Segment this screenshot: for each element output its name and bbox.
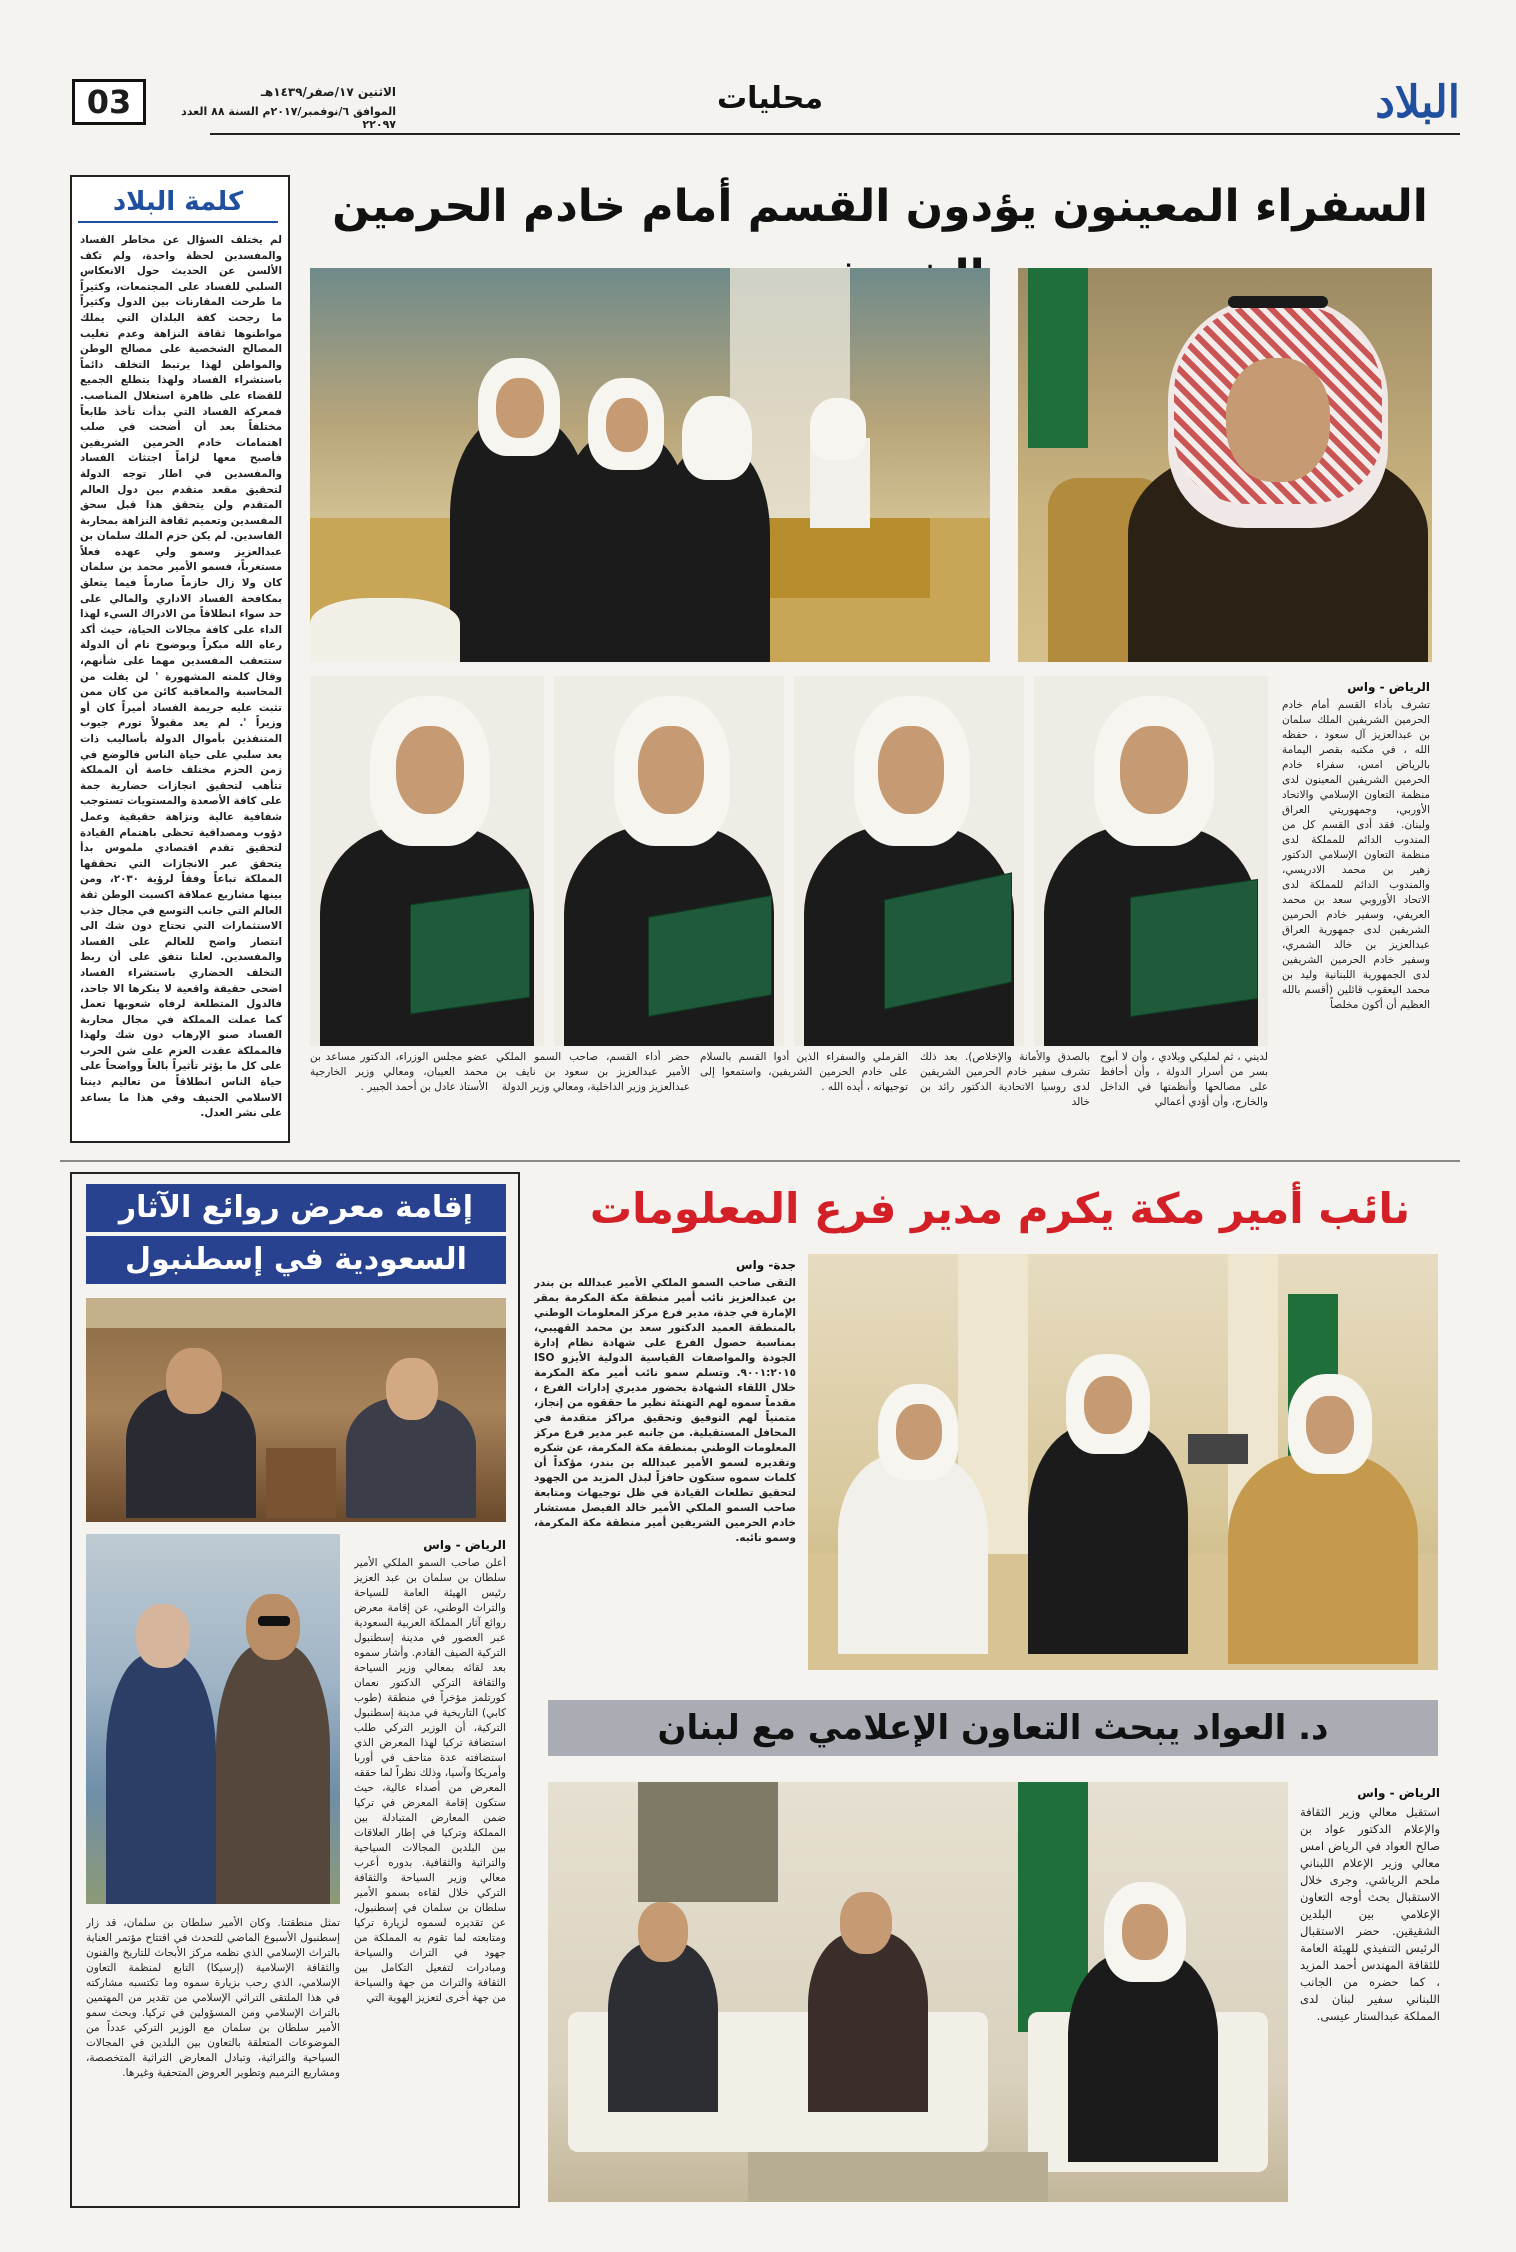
story1-photo-ambassador-2 bbox=[794, 676, 1024, 1046]
story3-headline-line1: إقامة معرض روائع الآثار bbox=[86, 1184, 506, 1232]
section-underline bbox=[210, 133, 1460, 135]
story3-photo-handshake bbox=[86, 1534, 340, 1904]
story1-headline: السفراء المعينون يؤدون القسم أمام خادم الحرمين bbox=[332, 181, 1428, 232]
story1-column-2: لديني ، ثم لمليكي وبلادي ، وأن لا أبوح بسر من أسرار الدولة ، وأن أحافظ على مصالحها وأنظمتها في الداخل والخارج، وأن أؤدي أعمالي bbox=[1100, 1051, 1268, 1108]
story3-box bbox=[70, 1172, 520, 2208]
story4-dateline: الرياض - واس bbox=[1357, 1786, 1440, 1800]
story3-dateline: الرياض - واس bbox=[423, 1538, 506, 1552]
story1-photo-ambassador-4 bbox=[310, 676, 544, 1046]
story2-body: التقى صاحب السمو الملكي الأمير عبدالله بن بندر بن عبدالعزيز نائب أمير منطقة مكة المكرمة بمقر الإمارة في جدة، مدير فرع مركز المعلومات الوطني بالمنطقة العميد الدكتور سعد بن محمد القهيبي، بمناسبة حصول الفرع على شهادة نظام إدارة الجودة والمواصفات القياسية الدولية الأيزو ISO ٩٠٠١:٢٠١٥. وتسلم سمو نائب أمير مكة المكرمة خلال اللقاء الشهادة بحضور مديري إدارات الفرع ، مقدماً سموه لهم التهنئة نظير ما حققوه من إنجاز، متمنياً لهم التوفيق وتحقيق مراكز متقدمة في المحافل المستقبلية. من جانبه عبر مدير فرع مركز المعلومات الوطني بمنطقة مكة المكرمة، عن شكره وتقديره لسمو الأمير عبدالله بن بندر، مؤكداً أن كلمات سموه ستكون حافزاً لبذل المزيد من الجهود لتحقيق تطلعات القيادة في ظل توجيهات ومتابعة صاحب السمو الملكي الأمير خالد الفيصل مستشار خادم الحرمين الشريفين أمير منطقة مكة المكرمة، وسمو نائبه. bbox=[534, 1277, 796, 1544]
story3-photo-meeting bbox=[86, 1298, 506, 1522]
date-line-2: الموافق ٦/نوفمبر/٢٠١٧م السنة ٨٨ العدد ٢٢٠٩٧ bbox=[181, 105, 396, 131]
story1-photo-ambassador-3 bbox=[554, 676, 784, 1046]
story1-photo-ambassador-1 bbox=[1034, 676, 1268, 1046]
story1-column-1: تشرف بأداء القسم أمام خادم الحرمين الشريفين الملك سلمان بن عبدالعزيز آل سعود ، حفظه الله ، في مكتبه بقصر اليمامة بالرياض امس، سفراء خادم الحرمين الشريفين المعينون لدى منظمة التعاون الإسلامي والاتحاد الأوربي، وجمهوريتي العراق ولبنان. فقد أدى القسم كل من المندوب الدائم للمملكة لدى منظمة التعاون الإسلامي الدكتور زهير بن محمد الادريسي، والمندوب الدائم للمملكة لدى الاتحاد الأوروبي سعد بن محمد العريفي، وسفير خادم الحرمين الشريفين لدى جمهورية العراق عبدالعزيز بن خالد الشمري، وسفير خادم الحرمين الشريفين لدى الجمهورية اللبنانية وليد بن محمد اليعقوب قائلين (أقسم بالله العظيم أن أكون مخلصاً bbox=[1282, 699, 1430, 1011]
story1-column-3: بالصدق والأمانة والإخلاص). بعد ذلك تشرف سفير خادم الحرمين الشريفين لدى روسيا الاتحادية الدكتور رائد بن خالد bbox=[920, 1051, 1090, 1108]
story4-photo-meeting bbox=[548, 1782, 1288, 2202]
story3-column-2: تمثل منطقتنا. وكان الأمير سلطان بن سلمان، قد زار إسطنبول الأسبوع الماضي للتحدث في افتتاح مؤتمر العناية بالتراث الإسلامي الذي نظمه مركز الأبحاث للتاريخ والفنون والثقافة الإسلامية (إرسيكا) التابع لمنظمة التعاون الإسلامي، الذي رحب بزيارة سموه وما تكتسبه مشاركته في هذا الملتقى التراثي الإسلامي من تقدير من المهتمين بالتراث الإسلامي ومن المسؤولين في تركيا. وبحث سمو الأمير سلطان بن سلمان مع الوزير التركي عدداً من الموضوعات المتعلقة بالتعاون بين البلدين في المجالات السياحية والتراثية، وتبادل المعارض التراثية المتخصصة، ومشاريع الترميم وتطوير العروض المتحفية وغيرها. bbox=[86, 1917, 340, 2079]
story1-column-4: القرملي والسفراء الذين أدوا القسم بالسلام على خادم الحرمين الشريفين، واستمعوا إلى توجيهاته ، أيده الله . bbox=[700, 1051, 908, 1093]
story1-dateline: الرياض - واس bbox=[1347, 680, 1430, 694]
editorial-body: لم يختلف السؤال عن مخاطر الفساد والمفسدين لحظة واحدة، ولم تكف الألسن عن الحديث حول الانعكاس السلبي للفساد على المجتمعات، وكثيراً ما طرحت المقارنات بين الدول وكثيراً ما رجحت كفة البلدان التي يملك مواطنوها ثقافة النزاهة وعدم تغليب المصالح الشخصية على مصالح الوطن والمواطن لهذا يرتبط التخلف دائماً باستشراء الفساد ولهذا يتطلع الجميع للقضاء على ظاهرة استغلال المناصب. فمعركة الفساد التي بدأت تأخذ طابعاً مختلفاً بعد أن أضحت في صلب اهتمامات خادم الحرمين الشريفين فأصبح معها لزاماً اجتثاث الفساد والمفسدين في اطار توجه الدولة لتحقيق مقعد متقدم بين دول العالم المتقدم ولن يتحقق هذا قبل سحق المفسدين وتعميم ثقافة النزاهة بمحاربة الفاسدين. لم يكن حزم الملك سلمان بن عبدالعزيز وسمو ولي عهده فعلاً مستغرباً، فسمو الأمير محمد بن سلمان كان ولا زال حازماً صارماً فيما يتعلق بمكافحة الفساد الاداري والمالي على حد سواء انطلاقاً من الادراك السيء لهذا الداء على كافة مجالات الحياة، حيث أكد رعاه الله مبكراً وبوضوح تام أن الدولة ستتعقب المفسدين مهما على شأنهم، وقال كلمته المشهورة ' لن يفلت من المحاسبة والمعاقبة كائن من كان ممن تثبت عليه جريمة الفساد أميراً كان أو وزيراً '. لم يعد مقبولاً تورم جيوب المتنفذين بأموال الدولة بأساليب ذات بعد سلبي على حياة الناس فالوضع في زمن الحزم مختلف خاصة أن المملكة تتأهب لتحقيق انجازات حضارية جمة على كافة الأصعدة والمستويات تستوجب شفافية عالية ونزاهة حقيقية وعمل دؤوب ومصداقية تحظى باهتمام القيادة لتحقيق تقدم اقتصادي ملموس بدأ يتحقق عبر الانجازات التي تحققها المملكة تباعاً وفقاً لرؤية ٢٠٣٠، ومن بينها مشاريع عملاقة اكسبت الوطن ثقة العالم التي جانب التوسع في مجال جذب الاستثمارات التي تحتاج دون شك الى انتصار واضح للعالم على الفساد والمفسدين. لعلنا نتفق على أن ربط التخلف الحضاري باستشراء الفساد اضحى حقيقة واقعية لا ينكرها الا جاحد، فالدول المتطلعة لرفاه شعوبها تعمل كما عملت المملكة في مجال محاربة الفساد صنو الإرهاب دون شك ولهذا فالمملكة عقدت العزم على شن الحرب على كل ما يؤثر تأثيراً بالغاً وواضحاً على حياة الناس انطلاقاً من تعاليم ديننا الاسلامي الحنيف وفي هذا ما يساعد على نشر العدل. bbox=[80, 234, 282, 1120]
story4-body: استقبل معالي وزير الثقافة والإعلام الدكتور عواد بن صالح العواد في الرياض امس معالي وزير الإعلام اللبناني ملحم الرياشي. وجرى خلال الاستقبال بحث أوجه التعاون الإعلامي بين البلدين الشقيقين. حضر الاستقبال الرئيس التنفيذي للهيئة العامة للثقافة المهندس أحمد المزيد ، كما حضره من الجانب اللبناني سفير لبنان لدى المملكة عبدالستار عيسى. bbox=[1300, 1805, 1440, 2023]
page-number: 03 bbox=[72, 79, 146, 125]
section-title: محليات bbox=[716, 81, 824, 116]
editorial-box bbox=[70, 175, 290, 1143]
date-line-1: الاثنين ١٧/صفر/١٤٣٩هـ bbox=[260, 85, 396, 99]
story3-column-1: أعلن صاحب السمو الملكي الأمير سلطان بن سلمان بن عبد العزيز رئيس الهيئة العامة للسياحة والتراث الوطني، عن إقامة معرض روائع آثار المملكة العربية السعودية عبر العصور في مدينة إسطنبول التركية الصيف القادم. وأشار سموه بعد لقائه بمعالي وزير السياحة والثقافة التركي الدكتور نعمان كورتلمز مؤخراً في منطقة (طوب كابي) التاريخية في مدينة إسطنبول التركية، أن الوزير التركي طلب استضافة تركيا لهذا المعرض الذي استضافته عدة متاحف في أوربا وأمريكا وآسيا، وذلك نظراً لما حققه المعرض من أصداء عالية، حيث ستكون إقامة المعرض في تركيا ضمن المعارض المتبادلة بين المملكة وتركيا في إطار العلاقات بين البلدين المجالات السياحية والتراثية والثقافية. بدوره أعرب معالي وزير السياحة والثقافة التركي خلال لقاءه بسمو الأمير سلطان بن سلمان في إسطنبول، عن تقديره لسموه لزيارة تركيا ومتابعته لما تقوم به المملكة من جهود في التراث والسياحة ومبادرات لتفعيل التكامل بين الثقافة والتراث من جهة والسياحة من جهة أخرى لتعزيز الهوية التي bbox=[354, 1557, 506, 2004]
story4-headline: د. العواد يبحث التعاون الإعلامي مع لبنان bbox=[548, 1700, 1438, 1756]
story2-dateline: جدة- واس bbox=[736, 1258, 796, 1272]
story1-column-5: حضر أداء القسم، صاحب السمو الملكي الأمير عبدالعزيز بن سعود بن نايف بن عبدالعزيز وزير الداخلية، ومعالي وزير الدولة bbox=[496, 1051, 690, 1093]
story1-photo-ambassadors bbox=[310, 268, 990, 662]
masthead bbox=[60, 75, 1460, 153]
story3-headline-line2: السعودية في إسطنبول bbox=[86, 1236, 506, 1284]
logo: البلاد bbox=[1375, 77, 1460, 128]
story1-column-6: عضو مجلس الوزراء، الدكتور مساعد بن محمد العيبان، ومعالي وزير الخارجية الأستاذ عادل بن أحمد الجبير . bbox=[310, 1051, 488, 1093]
story1-photo-king bbox=[1018, 268, 1432, 662]
editorial-title: كلمة البلاد bbox=[78, 187, 278, 223]
story2-photo-ceremony bbox=[808, 1254, 1438, 1670]
section-divider bbox=[60, 1160, 1460, 1162]
story2-headline: نائب أمير مكة يكرم مدير فرع المعلومات bbox=[589, 1184, 1411, 1233]
